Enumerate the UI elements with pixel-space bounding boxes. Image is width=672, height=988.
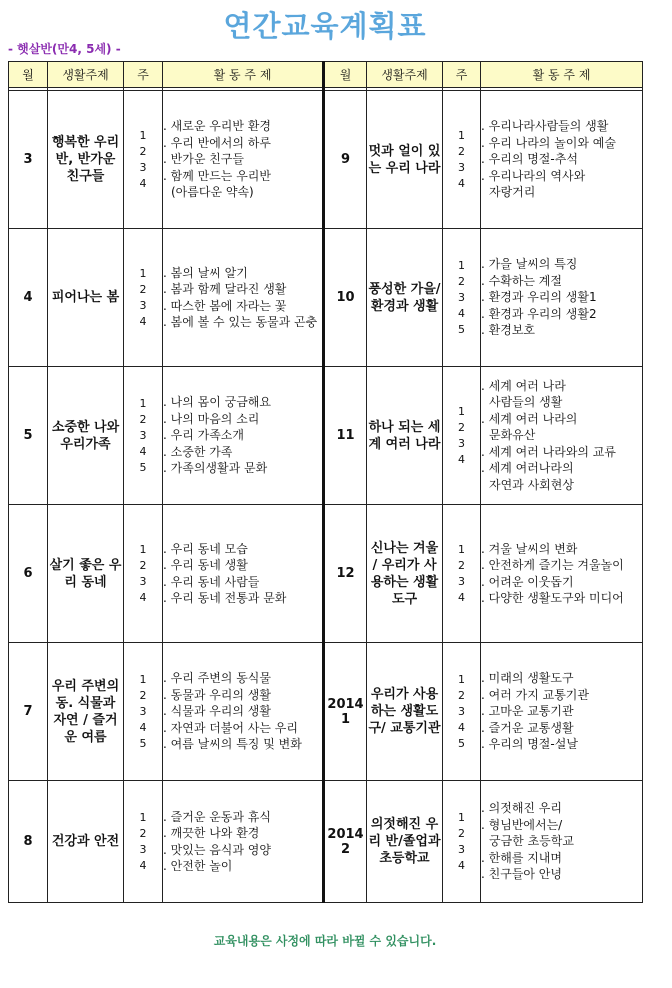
activity-item: . 우리 반에서의 하루 xyxy=(163,135,271,150)
plan-row xyxy=(9,505,643,643)
activity-item: . 친구들아 안녕 xyxy=(481,867,562,882)
week-number: 4 xyxy=(458,858,465,872)
activity-item: . 자연과 더불어 사는 우리 xyxy=(163,720,298,735)
activities-cell xyxy=(481,91,643,229)
theme-cell: 멋과 얼이 있는 우리 나라 xyxy=(367,91,443,229)
month-cell: 5 xyxy=(9,367,48,505)
activity-item: . 안전하게 즐기는 겨울놀이 xyxy=(481,558,624,572)
week-number: 2 xyxy=(139,688,147,702)
weeks-cell xyxy=(124,229,163,367)
week-number: 4 xyxy=(458,306,465,320)
weeks-cell xyxy=(124,505,163,643)
week-number: 5 xyxy=(458,736,465,750)
activity-item: . 의젓해진 우리 xyxy=(481,801,562,816)
theme-cell: 피어나는 봄 xyxy=(48,229,124,367)
header-row xyxy=(9,62,643,88)
month-cell: 6 xyxy=(9,505,48,643)
annual-plan-table xyxy=(8,61,643,903)
week-number: 4 xyxy=(458,452,465,466)
activity-item: . 나의 몸이 궁금해요 xyxy=(163,395,271,410)
weeks-cell xyxy=(124,367,163,505)
activity-item: . 새로운 우리반 환경 xyxy=(163,119,271,134)
activities-cell xyxy=(481,643,643,781)
footer-note: 교육내용은 사정에 따라 바뀔 수 있습니다. xyxy=(213,934,437,948)
week-number: 3 xyxy=(458,842,465,856)
weeks-cell xyxy=(124,643,163,781)
activity-item: . 미래의 생활도구 xyxy=(481,671,574,686)
activity-item: . 세계 여러 나라 xyxy=(481,378,566,393)
activities-cell xyxy=(163,367,324,505)
activity-item: . 식물과 우리의 생활 xyxy=(163,704,271,719)
week-number: 3 xyxy=(458,290,465,304)
activity-item: . 즐거운 교통생활 xyxy=(481,720,574,735)
activity-item: . 우리 가족소개 xyxy=(163,428,244,443)
week-number: 1 xyxy=(458,542,465,556)
week-number: 2 xyxy=(139,412,147,426)
activity-item: . 반가운 친구들 xyxy=(163,152,244,167)
header-week: 주 xyxy=(443,62,481,88)
week-number: 3 xyxy=(139,428,147,442)
activities-cell xyxy=(481,367,643,505)
month-cell: 10 xyxy=(324,229,367,367)
theme-cell: 의젓해진 우리 반/졸업과 초등학교 xyxy=(367,781,443,903)
header-activity: 활 동 주 제 xyxy=(481,62,643,88)
week-number: 1 xyxy=(139,542,147,556)
week-number: 3 xyxy=(139,160,147,174)
theme-cell: 행복한 우리 반, 반가운 친구들 xyxy=(48,91,124,229)
activity-item: . 세계 여러 나라의 xyxy=(481,411,578,426)
week-number: 2 xyxy=(139,558,147,572)
week-number: 2 xyxy=(458,274,465,288)
activity-item: . 소중한 가족 xyxy=(163,444,233,459)
activity-item: . 동물과 우리의 생활 xyxy=(163,687,271,702)
activity-item: . 우리 동네 전통과 문화 xyxy=(163,591,287,605)
activity-item: . 봄과 함께 달라진 생활 xyxy=(163,282,287,296)
week-number: 4 xyxy=(458,590,465,604)
activity-item: . 다양한 생활도구와 미디어 xyxy=(481,591,624,605)
activity-item: . 우리 동네 생활 xyxy=(163,558,248,572)
activity-item: . 우리나라의 역사와 xyxy=(481,168,586,183)
activity-item: . 여름 날씨의 특징 및 변화 xyxy=(163,737,302,752)
activity-item: 사람들의 생활 xyxy=(489,395,563,410)
activity-item: . 따스한 봄에 자라는 꽃 xyxy=(163,298,287,313)
month-cell: 12 xyxy=(324,505,367,643)
week-number: 2 xyxy=(139,144,147,158)
week-number: 1 xyxy=(139,396,147,410)
plan-row xyxy=(9,643,643,781)
activity-item: . 수확하는 계절 xyxy=(481,273,562,288)
week-number: 1 xyxy=(458,672,465,686)
activity-item: . 겨울 날씨의 변화 xyxy=(481,541,578,556)
activities-cell xyxy=(481,781,643,903)
week-number: 4 xyxy=(458,176,465,190)
activity-item: . 나의 마음의 소리 xyxy=(163,411,260,426)
activity-item: (아름다운 약속) xyxy=(171,185,254,200)
theme-cell: 풍성한 가을/ 환경과 생활 xyxy=(367,229,443,367)
month-cell: 11 xyxy=(324,367,367,505)
weeks-cell xyxy=(443,91,481,229)
header-theme: 생활주제 xyxy=(48,62,124,88)
theme-cell: 우리가 사용하는 생활도구/ 교통기관 xyxy=(367,643,443,781)
activity-item: . 우리 나라의 놀이와 예술 xyxy=(481,135,616,150)
week-number: 1 xyxy=(139,810,147,824)
week-number: 4 xyxy=(139,720,147,734)
activity-item: 궁금한 초등학교 xyxy=(489,834,574,849)
theme-cell: 건강과 안전 xyxy=(48,781,124,903)
weeks-cell xyxy=(443,229,481,367)
activities-cell xyxy=(163,781,324,903)
activity-item: . 형님반에서는/ xyxy=(481,817,563,832)
activity-item: . 즐거운 운동과 휴식 xyxy=(163,809,271,824)
activity-item: 자연과 사회현상 xyxy=(489,477,574,492)
activity-item: . 우리 동네 모습 xyxy=(163,541,248,556)
month-cell: 4 xyxy=(9,229,48,367)
activity-item: . 가족의생활과 문화 xyxy=(163,461,268,476)
weeks-cell xyxy=(443,505,481,643)
activity-item: . 가을 날씨의 특징 xyxy=(481,257,578,272)
activity-item: . 세계 여러나라의 xyxy=(481,461,574,476)
week-number: 1 xyxy=(458,258,465,272)
activity-item: . 함께 만드는 우리반 xyxy=(163,168,271,183)
header-theme: 생활주제 xyxy=(367,62,443,88)
plan-row xyxy=(9,367,643,505)
activity-item: . 환경과 우리의 생활1 xyxy=(481,290,597,305)
week-number: 2 xyxy=(458,826,465,840)
week-number: 1 xyxy=(458,128,465,142)
week-number: 4 xyxy=(139,444,147,458)
activity-item: 문화유산 xyxy=(489,428,536,443)
activity-item: . 우리 주변의 동식물 xyxy=(163,671,271,686)
week-number: 3 xyxy=(458,436,465,450)
activities-cell xyxy=(163,643,324,781)
activities-cell xyxy=(163,505,324,643)
weeks-cell xyxy=(443,367,481,505)
activities-cell xyxy=(481,229,643,367)
month-cell: 9 xyxy=(324,91,367,229)
header-month: 월 xyxy=(9,62,48,88)
weeks-cell xyxy=(443,781,481,903)
header-activity: 활 동 주 제 xyxy=(163,62,324,88)
activities-cell xyxy=(163,91,324,229)
month-cell: 2014 2 xyxy=(324,781,367,903)
theme-cell: 소중한 나와 우리가족 xyxy=(48,367,124,505)
activity-item: . 봄에 볼 수 있는 동물과 곤충 xyxy=(163,315,318,329)
weeks-cell xyxy=(124,781,163,903)
month-cell: 2014 1 xyxy=(324,643,367,781)
week-number: 5 xyxy=(139,460,147,474)
week-number: 4 xyxy=(139,176,147,190)
activity-item: . 우리의 명절-설날 xyxy=(481,737,578,752)
week-number: 3 xyxy=(458,160,465,174)
activity-item: . 봄의 날씨 알기 xyxy=(163,265,248,280)
week-number: 1 xyxy=(139,128,147,142)
activities-cell xyxy=(481,505,643,643)
week-number: 2 xyxy=(458,688,465,702)
theme-cell: 하나 되는 세계 여러 나라 xyxy=(367,367,443,505)
weeks-cell xyxy=(443,643,481,781)
week-number: 5 xyxy=(458,322,465,336)
week-number: 3 xyxy=(458,704,465,718)
activity-item: . 맛있는 음식과 영양 xyxy=(163,842,271,857)
week-number: 1 xyxy=(458,404,465,418)
week-number: 2 xyxy=(458,144,465,158)
page-title: 연간교육계획표 xyxy=(223,9,427,43)
activity-item: . 세계 여러 나라와의 교류 xyxy=(481,444,616,459)
month-cell: 3 xyxy=(9,91,48,229)
activity-item: . 우리나라사람들의 생활 xyxy=(481,119,609,134)
week-number: 4 xyxy=(139,314,147,328)
class-subtitle: - 햇살반(만4, 5세) - xyxy=(8,42,121,56)
plan-row xyxy=(9,229,643,367)
week-number: 2 xyxy=(458,420,465,434)
week-number: 5 xyxy=(139,736,147,750)
month-cell: 7 xyxy=(9,643,48,781)
activity-item: . 우리 동네 사람들 xyxy=(163,574,260,589)
activity-item: . 안전한 놀이 xyxy=(163,859,233,873)
activity-item: . 환경보호 xyxy=(481,323,535,338)
week-number: 3 xyxy=(139,704,147,718)
week-number: 4 xyxy=(458,720,465,734)
week-number: 2 xyxy=(139,826,147,840)
header-week: 주 xyxy=(124,62,163,88)
week-number: 3 xyxy=(458,574,465,588)
activity-item: . 깨끗한 나와 환경 xyxy=(163,826,260,840)
week-number: 2 xyxy=(458,558,465,572)
week-number: 3 xyxy=(139,842,147,856)
activity-item: . 고마운 교통기관 xyxy=(481,704,574,719)
week-number: 4 xyxy=(139,858,147,872)
activity-item: . 한해를 지내며 xyxy=(481,850,562,865)
activity-item: . 어려운 이웃돕기 xyxy=(481,574,574,589)
week-number: 1 xyxy=(458,810,465,824)
week-number: 1 xyxy=(139,672,147,686)
header-month: 월 xyxy=(324,62,367,88)
week-number: 1 xyxy=(139,266,147,280)
theme-cell: 신나는 겨울 / 우리가 사용하는 생활도구 xyxy=(367,505,443,643)
plan-row xyxy=(9,781,643,903)
activity-item: 자랑거리 xyxy=(489,185,536,200)
activity-item: . 환경과 우리의 생활2 xyxy=(481,306,597,321)
theme-cell: 우리 주변의 동. 식물과 자연 / 즐거운 여름 xyxy=(48,643,124,781)
week-number: 4 xyxy=(139,590,147,604)
activity-item: . 여러 가지 교통기관 xyxy=(481,687,589,702)
weeks-cell xyxy=(124,91,163,229)
activity-item: . 우리의 명절-추석 xyxy=(481,152,578,167)
week-number: 3 xyxy=(139,574,147,588)
month-cell: 8 xyxy=(9,781,48,903)
theme-cell: 살기 좋은 우리 동네 xyxy=(48,505,124,643)
activities-cell xyxy=(163,229,324,367)
week-number: 3 xyxy=(139,298,147,312)
plan-row xyxy=(9,91,643,229)
week-number: 2 xyxy=(139,282,147,296)
